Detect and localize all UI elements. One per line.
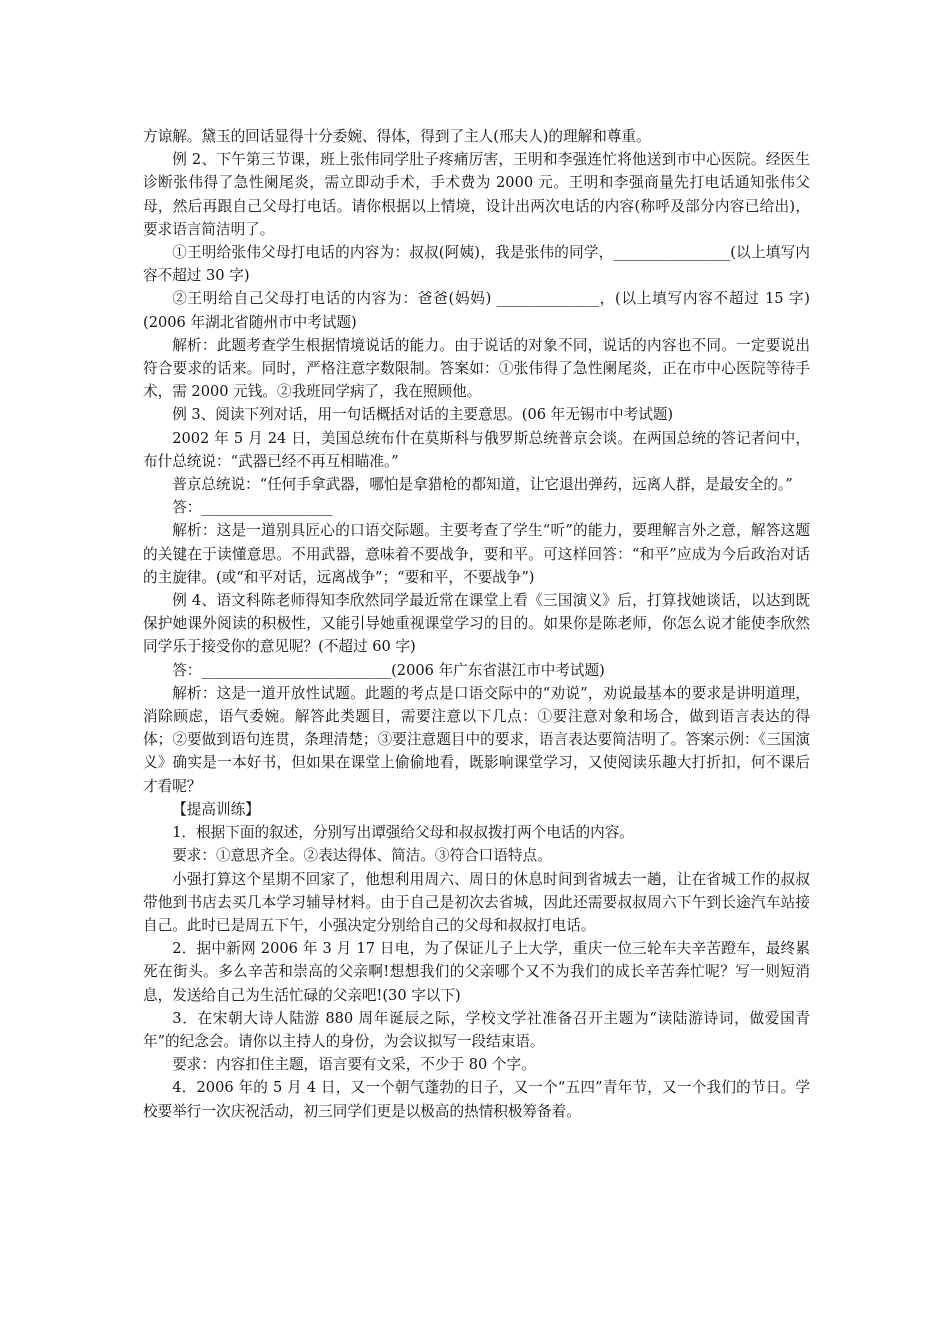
paragraph: 解析：这是一道开放性试题。此题的考点是口语交际中的“劝说”，劝说最基本的要求是讲明道理，消除顾虑，语气委婉。解答此类题目，需要注意以下几点：①要注意对象和场合，做到语言表达的得体；②要做到语句连贯，条理清楚；③要注意题目中的要求，语言表达要简洁明了。答案示例：《三国演义》确实是一本好书，但如果在课堂上偷偷地看，既影响课堂学习，又使阅读乐趣大打折扣，何不课后才看呢？ [143,684,810,795]
paragraph: 2002 年 5 月 24 日，美国总统布什在莫斯科与俄罗斯总统普京会谈。在两国总统的答记者问中，布什总统说：“武器已经不再互相瞄准。” [143,429,810,470]
paragraph: 3．在宋朝大诗人陆游 880 周年诞辰之际，学校文学社准备召开主题为“读陆游诗词，做爱国青年”的纪念会。请你以主持人的身份，为会议拟写一段结束语。 [143,1009,810,1050]
paragraph: ①王明给张伟父母打电话的内容为：叔叔(阿姨)，我是张伟的同学，________________(以上填写内容不超过 30 字) [143,244,810,285]
paragraph: 例 4、语文科陈老师得知李欣然同学最近常在课堂上看《三国演义》后，打算找她谈话，以达到既保护她课外阅读的积极性，又能引导她重视课堂学习的目的。如果你是陈老师，你怎么说才能使李欣然同学乐于接受你的意见呢？(不超过 60 字) [143,592,810,656]
paragraph: 答：__________________________(2006 年广东省湛江市中考试题) [172,661,605,679]
paragraph: 要求：①意思齐全。②表达得体、简洁。③符合口语特点。 [172,847,552,865]
paragraph: ②王明给自己父母打电话的内容为：爸爸(妈妈) ______________，(以上填写内容不超过 15 字)(2006 年湖北省随州市中考试题) [143,290,810,331]
document-page [143,125,810,1123]
paragraph: 要求：内容扣住主题，语言要有文采，不少于 80 个字。 [172,1056,536,1074]
paragraph: 答：__________________ [172,499,333,517]
paragraph: 普京总统说：“任何手拿武器，哪怕是拿猎枪的都知道，让它退出弹药，远离人群，是最安全的。” [172,476,793,494]
paragraph: 1．根据下面的叙述，分别写出谭强给父母和叔叔拨打两个电话的内容。 [172,824,634,842]
section-heading: 【提高训练】 [172,800,260,818]
paragraph: 解析：此题考查学生根据情境说话的能力。由于说话的对象不同，说话的内容也不同。一定要说出符合要求的话来。同时，严格注意字数限制。答案如：①张伟得了急性阑尾炎，正在市中心医院等待手术，需 2000 元钱。②我班同学病了，我在照顾他。 [143,336,810,401]
paragraph: 解析：这是一道别具匠心的口语交际题。主要考查了学生“听”的能力，要理解言外之意，解答这题的关键在于读懂意思。不用武器，意味着不要战争，要和平。可这样回答：“和平”应成为今后政治对话的主旋律。(或“和平对话，远离战争”；“要和平，不要战争”) [143,522,810,586]
paragraph: 4．2006 年的 5 月 4 日，又一个朝气蓬勃的日子，又一个“五四”青年节，又一个我们的节日。学校要举行一次庆祝活动，初三同学们更是以极高的热情积极筹备着。 [143,1079,810,1120]
paragraph: 小强打算这个星期不回家了，他想利用周六、周日的休息时间到省城去一趟，让在省城工作的叔叔带他到书店去买几本学习辅导材料。由于自己是初次去省城，因此还需要叔叔周六下午到长途汽车站接自己。此时已是周五下午，小强决定分别给自己的父母和叔叔打电话。 [143,870,810,934]
paragraph: 2．据中新网 2006 年 3 月 17 日电，为了保证儿子上大学，重庆一位三轮车夫辛苦蹬车，最终累死在街头。多么辛苦和崇高的父亲啊!想想我们的父亲哪个又不为我们的成长辛苦奔忙呢？写一则短消息，发送给自己为生活忙碌的父亲吧!(30 字以下) [143,940,810,1004]
paragraph: 方谅解。黛玉的回话显得十分委婉、得体，得到了主人(邢夫人)的理解和尊重。 [143,128,651,145]
paragraph: 例 3、阅读下列对话，用一句话概括对话的主要意思。(06 年无锡市中考试题) [172,406,674,424]
paragraph: 例 2、下午第三节课，班上张伟同学肚子疼痛厉害，王明和李强连忙将他送到市中心医院。经医生诊断张伟得了急性阑尾炎，需立即动手术，手术费为 2000 元。王明和李强商量先打电话通知张伟父母，然后再跟自己父母打电话。请你根据以上情境，设计出两次电话的内容(称呼及部分内容已给出)，要求语言简洁明了。 [143,151,810,238]
